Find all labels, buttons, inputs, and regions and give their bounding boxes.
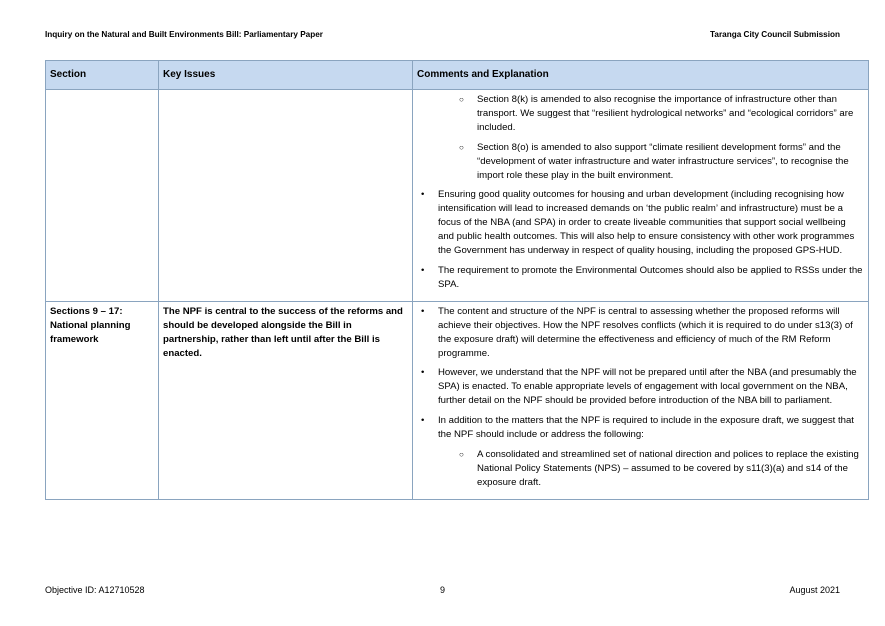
bullet-item: • The content and structure of the NPF is central to assessing whether the proposed reforms will achieve their objectives. How the NPF resolves conflicts (which it is required to do under s13(3) of the exposure draft) will determine the effectiveness and efficiency of much of the RM Reform programme. bbox=[417, 305, 864, 361]
bullet-item: • Ensuring good quality outcomes for housing and urban development (including recognising how intensification will lead to increased demands on ‘the public realm’ and infrastructure) must be a focus of the NBA (and SPA) in order to create liveable communities that support social wellbeing and public health outcomes. This will also help to ensure consistency with other work programmes the Government has underway in respect of quality housing, including the proposed GPS-HUD. bbox=[417, 188, 864, 258]
column-header-comments: Comments and Explanation bbox=[413, 61, 869, 90]
sub-list bbox=[438, 448, 864, 490]
bullet-item bbox=[417, 414, 864, 490]
sub-list-item: ○ Section 8(o) is amended to also support “climate resilient development forms” and the “development of water infrastructure and water infrastructure services”, to recognise the import role these play in the built environment. bbox=[417, 141, 864, 183]
table-row bbox=[46, 301, 869, 499]
document-header-title: Inquiry on the Natural and Built Environments Bill: Parliamentary Paper bbox=[45, 30, 323, 39]
comments-cell bbox=[413, 90, 869, 302]
document-header-submitter: Taranga City Council Submission bbox=[710, 30, 840, 39]
sub-list-item: ○ A consolidated and streamlined set of national direction and polices to replace the existing National Policy Statements (NPS) – assumed to be covered by s11(3)(a) and s14 of the exposure draft. bbox=[438, 448, 864, 490]
section-cell: Sections 9 – 17: National planning framework bbox=[46, 301, 159, 499]
submission-table bbox=[45, 60, 869, 500]
sub-list-item: ○ Section 8(k) is amended to also recognise the importance of infrastructure other than transport. We suggest that “resilient hydrological networks” and “ecological corridors” are included. bbox=[417, 93, 864, 135]
key-issues-cell: The NPF is central to the success of the reforms and should be developed alongside the Bill in partnership, rather than left until after the Bill is enacted. bbox=[159, 301, 413, 499]
table-row bbox=[46, 90, 869, 302]
bullet-item-text: In addition to the matters that the NPF is required to include in the exposure draft, we suggest that the NPF should include or address the following: bbox=[438, 415, 854, 441]
footer-page-number: 9 bbox=[439, 585, 445, 595]
column-header-key-issues: Key Issues bbox=[159, 61, 413, 90]
section-cell bbox=[46, 90, 159, 302]
bullet-list bbox=[417, 305, 864, 490]
footer-date: August 2021 bbox=[789, 585, 840, 595]
sub-list bbox=[417, 93, 864, 182]
bullet-item: • The requirement to promote the Environmental Outcomes should also be applied to RSSs under the SPA. bbox=[417, 264, 864, 292]
column-header-section: Section bbox=[46, 61, 159, 90]
table-header-row bbox=[46, 61, 869, 90]
bullet-list bbox=[417, 188, 864, 291]
comments-cell bbox=[413, 301, 869, 499]
footer-objective-id: Objective ID: A12710528 bbox=[45, 585, 145, 595]
key-issues-cell bbox=[159, 90, 413, 302]
bullet-item: • However, we understand that the NPF will not be prepared until after the NBA (and presumably the SPA) is enacted. To enable appropriate levels of engagement with local government on the NBA, further detail on the NPF should be provided before introduction of the NBA bill to parliament. bbox=[417, 366, 864, 408]
